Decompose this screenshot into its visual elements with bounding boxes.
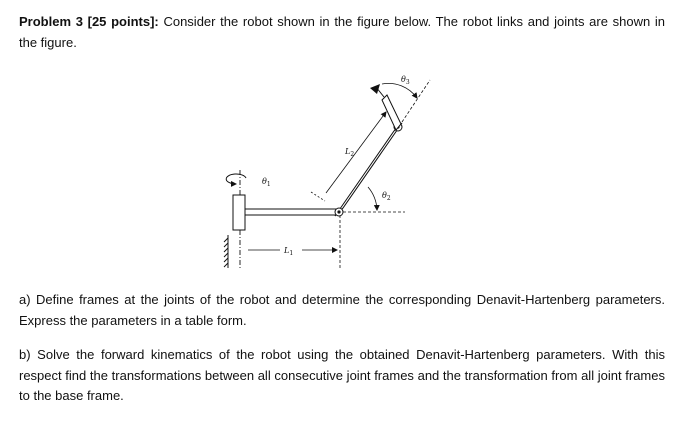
L1-dimension — [248, 215, 340, 270]
link-1 — [245, 209, 338, 215]
problem-intro: Consider the robot shown in the figure below. The robot links and joints are shown in the figure. — [19, 14, 665, 50]
theta1-rotation-icon — [226, 174, 246, 184]
L1-label: $L_1$ — [284, 246, 294, 257]
part-a-text: a) Define frames at the joints of the robot and determine the corresponding Denavit-Hartenberg parameters. Express the parameters in a table form. — [19, 292, 665, 328]
problem-statement — [19, 12, 665, 53]
ground-icon — [224, 235, 228, 268]
base-housing — [233, 195, 245, 230]
link2-extension-line — [402, 80, 430, 122]
theta2-arc — [368, 187, 377, 210]
end-effector-arrow-icon — [370, 84, 380, 94]
robot-figure — [180, 70, 450, 275]
theta3-label: $\theta_3$ — [401, 75, 410, 86]
L2-dimension — [311, 112, 386, 201]
theta1-label: $\theta_1$ — [262, 177, 271, 188]
link-2 — [335, 123, 402, 216]
link-3 — [376, 87, 401, 130]
part-b-text: b) Solve the forward kinematics of the robot using the obtained Denavit-Hartenberg parameters. With this respect find the transformations between all consecutive joint frames and the transformation from all joint frames to the base frame. — [19, 347, 665, 403]
problem-heading: Problem 3 [25 points]: — [19, 14, 159, 29]
L2-label: $L_2$ — [345, 147, 355, 158]
robot-diagram — [180, 70, 450, 275]
theta2-label: $\theta_2$ — [382, 191, 391, 202]
joint-2 — [335, 208, 343, 216]
